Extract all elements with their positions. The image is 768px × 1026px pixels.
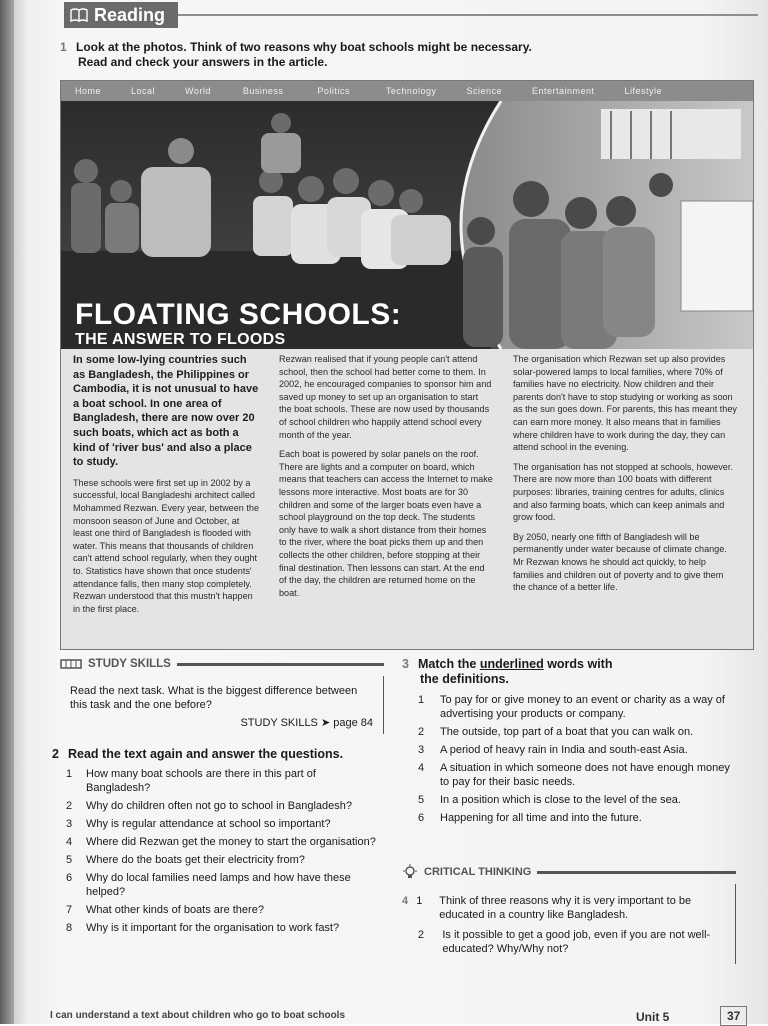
unit-label: Unit 5: [636, 1010, 670, 1024]
question-text: Why do local families need lamps and how have these helped?: [86, 872, 351, 898]
section-tag: [64, 2, 178, 28]
item-number: 3: [65, 818, 73, 830]
list-item: [402, 693, 742, 721]
task-2: [52, 747, 382, 939]
item-number: 2: [417, 726, 425, 738]
list-item: [52, 799, 382, 813]
question-text: Where do the boats get their electricity from?: [86, 854, 305, 866]
article-lead: In some low-lying countries such as Bangladesh, the Philippines or Cambodia, it is not unusual to have a boat school. In one area of Bangladesh, there are now over 20 such boats, which act as both a kind of 'river bus' and also a place to study.: [73, 354, 259, 469]
article-paragraph: The organisation which Rezwan set up also provides solar-powered lamps to local families, where 70% of families have no electricity. Now children and their parents don't have to stop studying or working as soon as the sun goes down. For parents, this has meant they can earn more money. It also means that in families where children have to work during the day, they can attend school in the evening.: [513, 354, 737, 453]
list-item: [402, 894, 727, 922]
definition-text: The outside, top part of a boat that you can walk on.: [440, 726, 694, 738]
nav-item-local[interactable]: Local: [131, 86, 156, 96]
article-column-3: [513, 353, 737, 601]
can-do-statement: I can understand a text about children who go to boat schools: [50, 1010, 346, 1021]
task-1-line-2: Read and check your answers in the article.: [78, 55, 328, 69]
page-number: 37: [720, 1006, 747, 1026]
article-paragraph: Each boat is powered by solar panels on the roof. There are lights and a computer on board, which means that teachers can access the Internet to make lessons more interactive. Most boats are for 30 children and some of the larger boats even have a school playground on the top deck. The students only have to walk a short distance from their homes to the river, where the boat picks them up and then collects the other children, before stopping at their final destination. Then lessons can start. At the end of the day, the children are returned home on the boat.: [279, 449, 493, 598]
critical-thinking-body: [402, 884, 736, 964]
article-panel: [60, 80, 754, 650]
nav-item-home[interactable]: Home: [75, 86, 102, 96]
task-number: 3: [402, 657, 409, 671]
nav-item-world[interactable]: World: [185, 86, 211, 96]
task-3-title-part: words with: [543, 657, 613, 671]
list-item: [402, 761, 742, 789]
definition-list: [402, 693, 742, 825]
task-3-title: [402, 657, 742, 687]
question-list: [52, 767, 382, 935]
question-text: What other kinds of boats are there?: [86, 904, 264, 916]
study-skills-body: [60, 676, 384, 734]
study-skills-header: [60, 658, 384, 670]
article-nav-bar: [61, 81, 753, 101]
item-number: 2: [65, 800, 73, 812]
section-label: Reading: [94, 4, 166, 25]
task-number: 2: [52, 747, 59, 761]
header-rule: [178, 14, 758, 16]
list-item: [402, 928, 727, 956]
item-number: 3: [417, 744, 425, 756]
study-skills-page-link[interactable]: STUDY SKILLS ➤ page 84: [240, 717, 373, 729]
critical-thinking-header: [402, 864, 736, 880]
task-3: [402, 657, 742, 829]
book-spine-shadow: [0, 0, 14, 1024]
question-text: Think of three reasons why it is very important to be educated in a country like Bangladesh.: [439, 895, 692, 921]
article-headline: FLOATING SCHOOLS:: [75, 298, 402, 331]
task-1: [60, 40, 532, 70]
task-2-instruction: Read the text again and answer the questions.: [68, 747, 344, 761]
task-2-title: [52, 747, 382, 761]
list-item: [402, 725, 742, 739]
nav-item-politics[interactable]: Politics: [317, 86, 350, 96]
question-text: Why do children often not go to school in Bangladesh?: [86, 800, 353, 812]
article-headline-block: [75, 299, 401, 349]
definition-text: To pay for or give money to an event or charity as a way of advertising your products or company.: [440, 694, 725, 720]
nav-item-lifestyle[interactable]: Lifestyle: [624, 86, 663, 96]
nav-item-business[interactable]: Business: [242, 86, 284, 96]
article-column-1: [73, 353, 261, 622]
list-item: [52, 903, 382, 917]
item-number: 7: [65, 904, 73, 916]
item-number: 5: [65, 854, 73, 866]
article-subheadline: THE ANSWER TO FLOODS: [75, 331, 286, 348]
definition-text: A period of heavy rain in India and south-east Asia.: [440, 744, 688, 756]
item-number: 4: [65, 836, 73, 848]
item-number: 1: [65, 768, 73, 780]
item-number: 2: [417, 929, 425, 941]
task-1-line-1: Look at the photos. Think of two reasons why boat schools might be necessary.: [76, 40, 532, 54]
definition-text: In a position which is close to the level of the sea.: [440, 794, 681, 806]
item-number: 5: [417, 794, 425, 806]
task-number: 1: [60, 40, 67, 54]
article-paragraph: By 2050, nearly one fifth of Bangladesh will be permanently under water because of climate change. Mr Rezwan knows he should act quickly, to help families and children out of poverty and to give them the chance of a better life.: [513, 531, 727, 593]
article-column-2: [279, 353, 493, 606]
article-paragraph: These schools were first set up in 2002 by a successful, local Bangladeshi architect called Mohammed Rezwan. Every year, between the monsoon season of June and October, at least one third of Bangladesh is flooded with water. This means that thousands of children can't attend school regularly, when they ought to. Statistics have shown that once students' attendance falls, then many stop completely. Rezwan understood that this mustn't happen in the first place.: [73, 477, 260, 614]
list-item: [52, 817, 382, 831]
question-text: Is it possible to get a good job, even if you are not well-educated? Why/Why not?: [442, 929, 711, 955]
question-text: Why is it important for the organisation to work fast?: [86, 922, 340, 934]
nav-item-science[interactable]: Science: [466, 86, 502, 96]
question-text: How many boat schools are there in this part of Bangladesh?: [86, 768, 316, 794]
list-item: [52, 767, 382, 795]
study-skills-heading: STUDY SKILLS: [88, 658, 171, 670]
item-number: 4: [417, 762, 425, 774]
item-number: 1: [417, 694, 425, 706]
nav-item-technology[interactable]: Technology: [385, 86, 437, 96]
list-item: [52, 871, 382, 899]
item-number: 6: [65, 872, 73, 884]
list-item: [402, 811, 742, 825]
item-number: 8: [65, 922, 73, 934]
article-paragraph: The organisation has not stopped at schools, however. There are now more than 100 boats with different purposes: libraries, training centres for adults, clinics and also farming boats, which can keep animals and grow food.: [513, 461, 733, 523]
critical-thinking-box: [402, 864, 736, 964]
study-skills-box: [60, 658, 384, 734]
task-number: 4: [402, 895, 409, 907]
item-number: 6: [417, 812, 425, 824]
study-skills-text: Read the next task. What is the biggest difference between this task and the one before?: [70, 685, 358, 711]
lightbulb-icon: [402, 864, 418, 880]
study-skills-icon: [60, 658, 82, 670]
definition-text: A situation in which someone does not have enough money to pay for their basic needs.: [440, 762, 730, 788]
article-paragraph: Rezwan realised that if young people can't attend school, then the school had better come to them. In 2002, he encouraged companies to sponsor him and saved up money to set up an organisation to start the boat schools. These are now used by thousands of school children who happily attend school every month of the year.: [279, 354, 492, 440]
question-text: Where did Rezwan get the money to start the organisation?: [86, 836, 376, 848]
list-item: [402, 743, 742, 757]
item-number: 1: [416, 895, 423, 907]
list-item: [402, 793, 742, 807]
book-icon: [70, 8, 88, 22]
list-item: [52, 835, 382, 849]
critical-thinking-rule: [537, 871, 736, 874]
question-text: Why is regular attendance at school so important?: [86, 818, 331, 830]
task-3-title-line-2: the definitions.: [420, 672, 509, 686]
list-item: [52, 921, 382, 935]
study-skills-rule: [177, 663, 384, 666]
critical-thinking-heading: CRITICAL THINKING: [424, 866, 532, 878]
list-item: [52, 853, 382, 867]
task-3-title-part: Match the: [418, 657, 480, 671]
article-photo: [61, 101, 753, 349]
task-3-title-underlined: underlined: [479, 657, 544, 671]
nav-item-entertainment[interactable]: Entertainment: [532, 86, 595, 96]
definition-text: Happening for all time and into the future.: [440, 812, 642, 824]
